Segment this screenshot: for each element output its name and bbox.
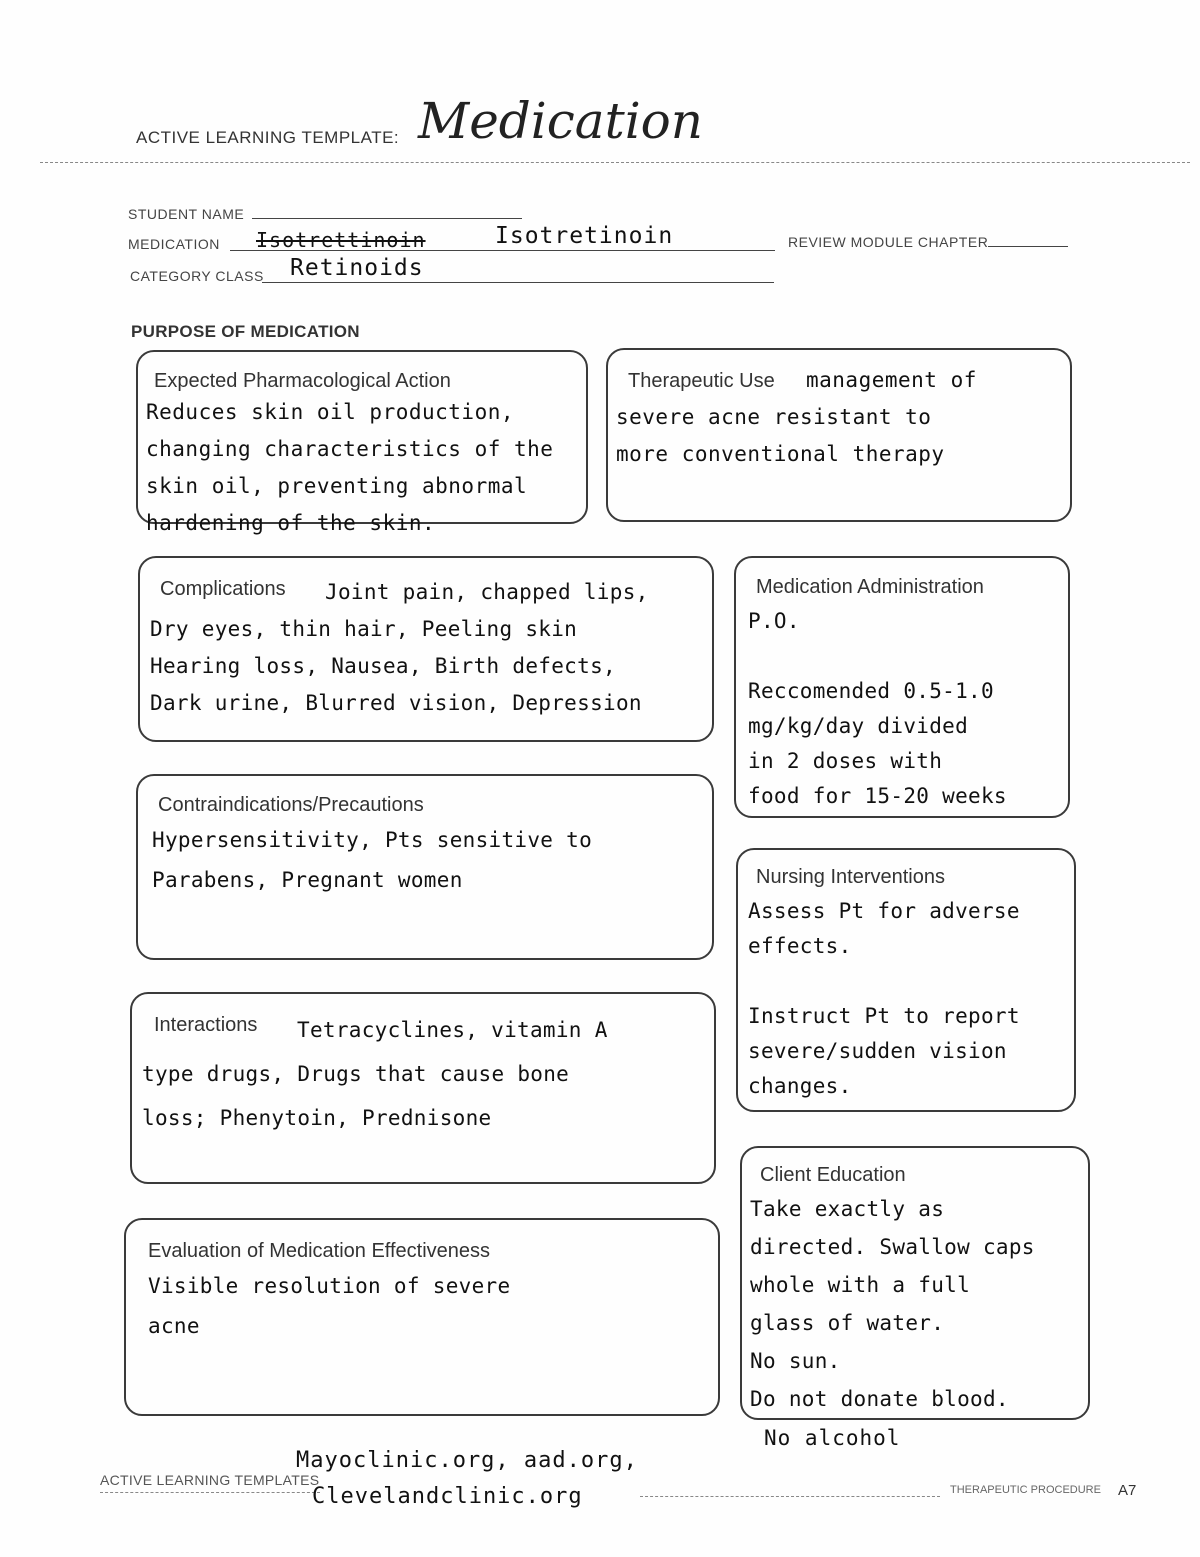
footer-left-label: ACTIVE LEARNING TEMPLATES <box>100 1472 320 1488</box>
contraindications-title: Contraindications/Precautions <box>158 794 424 816</box>
therapeutic-use-title: Therapeutic Use <box>628 370 775 392</box>
client-education-text: Take exactly as directed. Swallow caps whole with a full glass of water. No sun. Do not donate blood. <box>750 1197 1035 1411</box>
evaluation-box <box>124 1218 720 1416</box>
expected-action-title: Expected Pharmacological Action <box>154 370 451 392</box>
purpose-heading: PURPOSE OF MEDICATION <box>131 322 360 341</box>
interactions-text: Tetracyclines, vitamin A type drugs, Drugs that cause bone loss; Phenytoin, Prednisone <box>142 1018 608 1130</box>
template-label: ACTIVE LEARNING TEMPLATE: <box>136 128 400 147</box>
expected-action-text: Reduces skin oil production, changing characteristics of the skin oil, preventing abnormal hardening of the skin. <box>146 400 554 535</box>
client-education-title: Client Education <box>760 1164 906 1186</box>
footer-sources-line1: Mayoclinic.org, aad.org, <box>296 1448 638 1473</box>
complications-box <box>138 556 714 742</box>
therapeutic-use-text: management of severe acne resistant to more conventional therapy <box>616 368 977 466</box>
category-class-value: Retinoids <box>290 255 424 281</box>
contraindications-box <box>136 774 714 960</box>
administration-text: P.O. Reccomended 0.5-1.0 mg/kg/day divided in 2 doses with food for 15-20 weeks <box>748 609 1007 808</box>
page-title: Medication <box>418 92 703 150</box>
footer-right-label: THERAPEUTIC PROCEDURE <box>950 1484 1101 1496</box>
interactions-box <box>130 992 716 1184</box>
footer-divider-right <box>640 1496 940 1497</box>
therapeutic-use-box <box>606 348 1072 522</box>
evaluation-title: Evaluation of Medication Effectiveness <box>148 1240 491 1262</box>
header-divider <box>40 162 1190 163</box>
page-number: A7 <box>1118 1482 1137 1499</box>
evaluation-text: Visible resolution of severe acne <box>148 1274 511 1338</box>
medication-label: MEDICATION <box>128 236 220 252</box>
category-class-label: CATEGORY CLASS <box>130 268 264 284</box>
contraindications-text: Hypersensitivity, Pts sensitive to Parabens, Pregnant women <box>152 828 593 892</box>
medication-struck-value: Isotrettinoin <box>256 228 426 252</box>
interactions-title: Interactions <box>154 1014 258 1036</box>
nursing-title: Nursing Interventions <box>756 866 945 888</box>
nursing-text: Assess Pt for adverse effects. Instruct Pt to report severe/sudden vision changes. <box>748 899 1020 1098</box>
administration-box <box>734 556 1070 818</box>
template-header <box>136 92 836 162</box>
review-chapter-label: REVIEW MODULE CHAPTER <box>788 234 989 250</box>
complications-title: Complications <box>160 578 286 600</box>
complications-text: Joint pain, chapped lips, Dry eyes, thin hair, Peeling skin Hearing loss, Nausea, Birth defects, Dark urine, Blurred vision, Depression <box>150 580 649 715</box>
administration-title: Medication Administration <box>756 576 984 598</box>
student-name-field[interactable] <box>252 218 522 219</box>
nursing-box <box>736 848 1076 1112</box>
review-chapter-field[interactable] <box>988 246 1068 247</box>
footer-sources-line2: Clevelandclinic.org <box>312 1484 583 1509</box>
client-education-extra: No alcohol <box>764 1426 901 1450</box>
medication-value: Isotretinoin <box>495 223 674 249</box>
expected-action-box <box>136 350 588 535</box>
client-education-box <box>740 1146 1090 1420</box>
footer-divider-left <box>100 1492 320 1493</box>
student-name-label: STUDENT NAME <box>128 206 245 222</box>
